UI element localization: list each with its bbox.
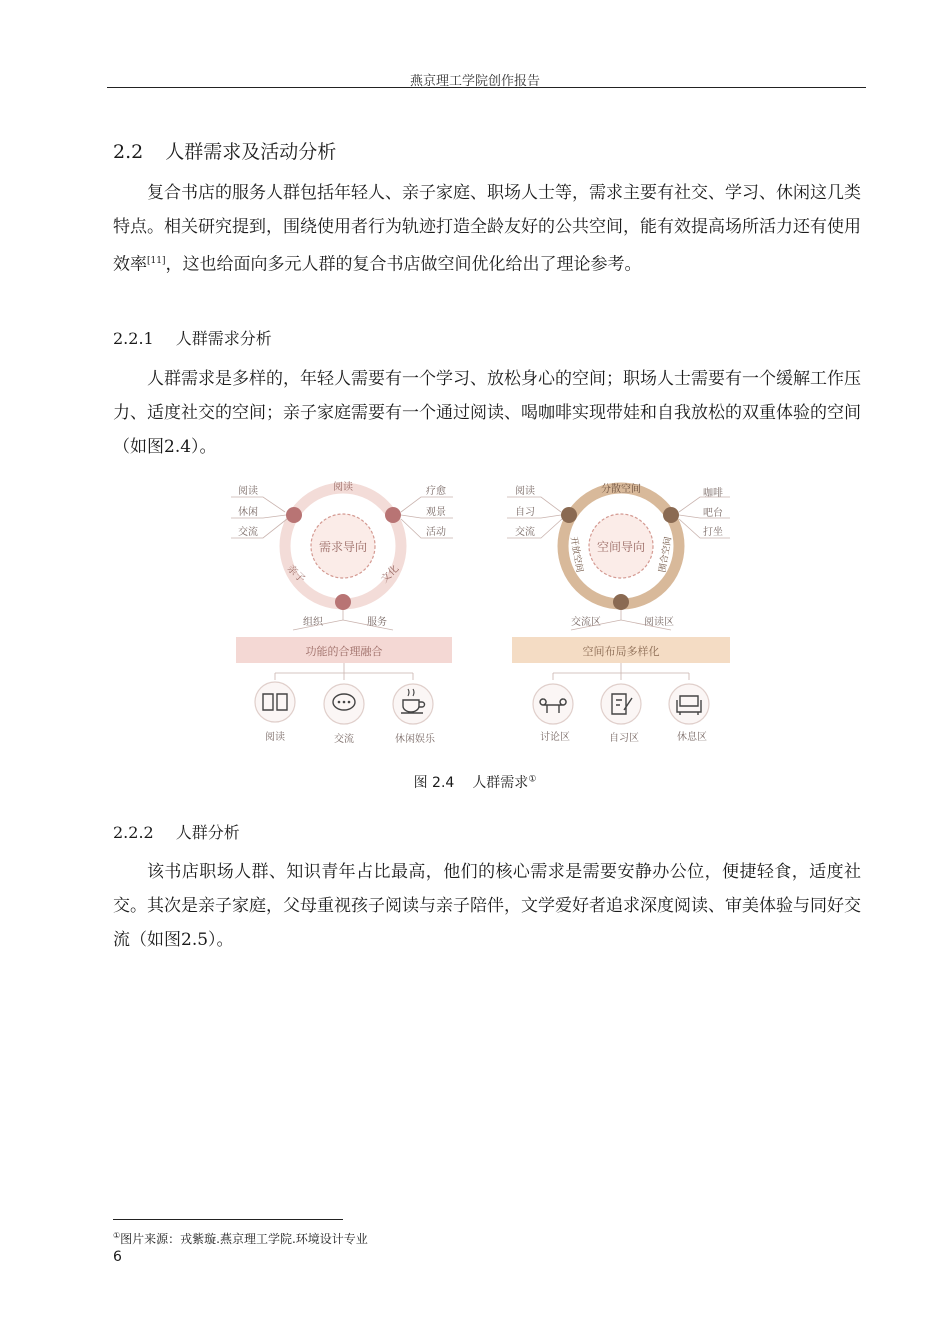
section-paragraph: [113, 176, 861, 282]
subsection-title: 人群需求分析: [175, 329, 272, 348]
left-list-item: 休闲: [238, 507, 258, 518]
icon-label: 交流: [334, 734, 354, 745]
subsection-heading-1: [113, 326, 272, 349]
header-rule: [107, 87, 866, 88]
paragraph-text: 人群需求是多样的，年轻人需要有一个学习、放松身心的空间；职场人士需要有一个缓解工作压力、适度社交的空间；亲子家庭需要有一个通过阅读、喝咖啡实现带娃和自我放松的双重体验的空间（如图2.4）。: [113, 369, 861, 457]
left-list-item: 阅读: [238, 486, 258, 497]
footnote-mark: ①: [113, 1231, 121, 1240]
right-dot-bottom: [613, 594, 629, 610]
footnote-text: 图片来源：戎紫璇.燕京理工学院.环境设计专业: [120, 1232, 368, 1246]
meeting-table-icon: [533, 684, 573, 724]
paragraph-text: 该书店职场人群、知识青年占比最高，他们的核心需求是需要安静办公位，便捷轻食，适度社交。其次是亲子家庭，父母重视孩子阅读与亲子陪伴，文学爱好者追求深度阅读、审美体验与同好交流（如图2.5）。: [113, 862, 861, 950]
icon-label: 讨论区: [540, 732, 570, 743]
caption-number: 图 2.4: [413, 775, 455, 791]
right-top-arc-label: 分散空间: [601, 484, 641, 495]
right-banner-label: 空间布局多样化: [582, 645, 660, 658]
page-number: 6: [113, 1249, 122, 1265]
right-diagram: [507, 482, 730, 744]
right-list-item: 观景: [426, 507, 446, 518]
left-right-arc-label: 文化: [379, 563, 402, 586]
left-bottom-left-label: 组织: [303, 617, 323, 628]
right-right-arc-label: 围合空间: [657, 536, 675, 574]
citation-mark: [11]: [147, 256, 166, 266]
right-bottom-right-label: 阅读区: [644, 617, 674, 628]
figure-caption: [0, 772, 950, 792]
right-list-item: 疗愈: [426, 486, 446, 497]
left-diagram: [231, 480, 453, 745]
subsection-paragraph-1: [113, 362, 861, 464]
left-dot-bottom: [335, 594, 351, 610]
left-list-item: 交流: [515, 527, 535, 538]
left-left-arc-label: 亲子: [284, 563, 307, 586]
section-number: 2.2: [113, 141, 144, 163]
right-list-item: 打坐: [703, 527, 723, 538]
left-list-item: 阅读: [515, 486, 535, 497]
right-list-item: 咖啡: [703, 488, 723, 499]
notebook-pen-icon: [601, 684, 641, 724]
icon-label: 休闲娱乐: [395, 734, 435, 745]
armchair-icon: [669, 684, 709, 724]
left-bottom-right-label: 服务: [367, 617, 387, 628]
running-header: 燕京理工学院创作报告: [409, 74, 540, 89]
subsection-title: 人群分析: [175, 823, 240, 842]
icon-label: 阅读: [265, 732, 285, 743]
section-heading: [113, 137, 336, 164]
left-list-item: 交流: [238, 527, 258, 538]
right-list-item: 活动: [426, 527, 446, 538]
left-dot-left: [286, 507, 302, 523]
book-icon: [255, 682, 295, 722]
right-center-label: 空间导向: [596, 540, 646, 554]
icon-label: 休息区: [677, 732, 707, 743]
subsection-number: 2.2.2: [113, 823, 154, 842]
footnote-rule: [113, 1219, 343, 1220]
subsection-number: 2.2.1: [113, 329, 154, 348]
subsection-heading-2: [113, 820, 240, 843]
right-left-arc-label: 开放空间: [567, 536, 585, 574]
caption-title: 人群需求: [472, 775, 529, 791]
chat-bubble-icon: [324, 684, 364, 724]
paragraph-text: 复合书店的服务人群包括年轻人、亲子家庭、职场人士等，需求主要有社交、学习、休闲这几类特点。相关研究提到，围绕使用者行为轨迹打造全龄友好的公共空间，能有效提高场所活力还有使用效率: [113, 183, 861, 275]
left-banner-label: 功能的合理融合: [305, 645, 383, 658]
paragraph-text-cont: ，这也给面向多元人群的复合书店做空间优化给出了理论参考。: [165, 254, 642, 275]
right-list-item: 吧台: [703, 508, 723, 519]
right-dot-left: [561, 507, 577, 523]
left-dot-right: [385, 507, 401, 523]
right-bottom-left-label: 交流区: [571, 617, 601, 628]
left-top-arc-label: 阅读: [333, 482, 353, 493]
left-list-item: 自习: [515, 507, 535, 518]
caption-footnote-mark: ①: [528, 774, 537, 785]
right-dot-right: [663, 507, 679, 523]
subsection-paragraph-2: [113, 855, 861, 957]
footnote: [113, 1230, 368, 1247]
left-center-label: 需求导向: [318, 540, 368, 554]
icon-label: 自习区: [609, 733, 639, 744]
section-title: 人群需求及活动分析: [165, 141, 337, 163]
figure-diagram: [225, 470, 745, 755]
